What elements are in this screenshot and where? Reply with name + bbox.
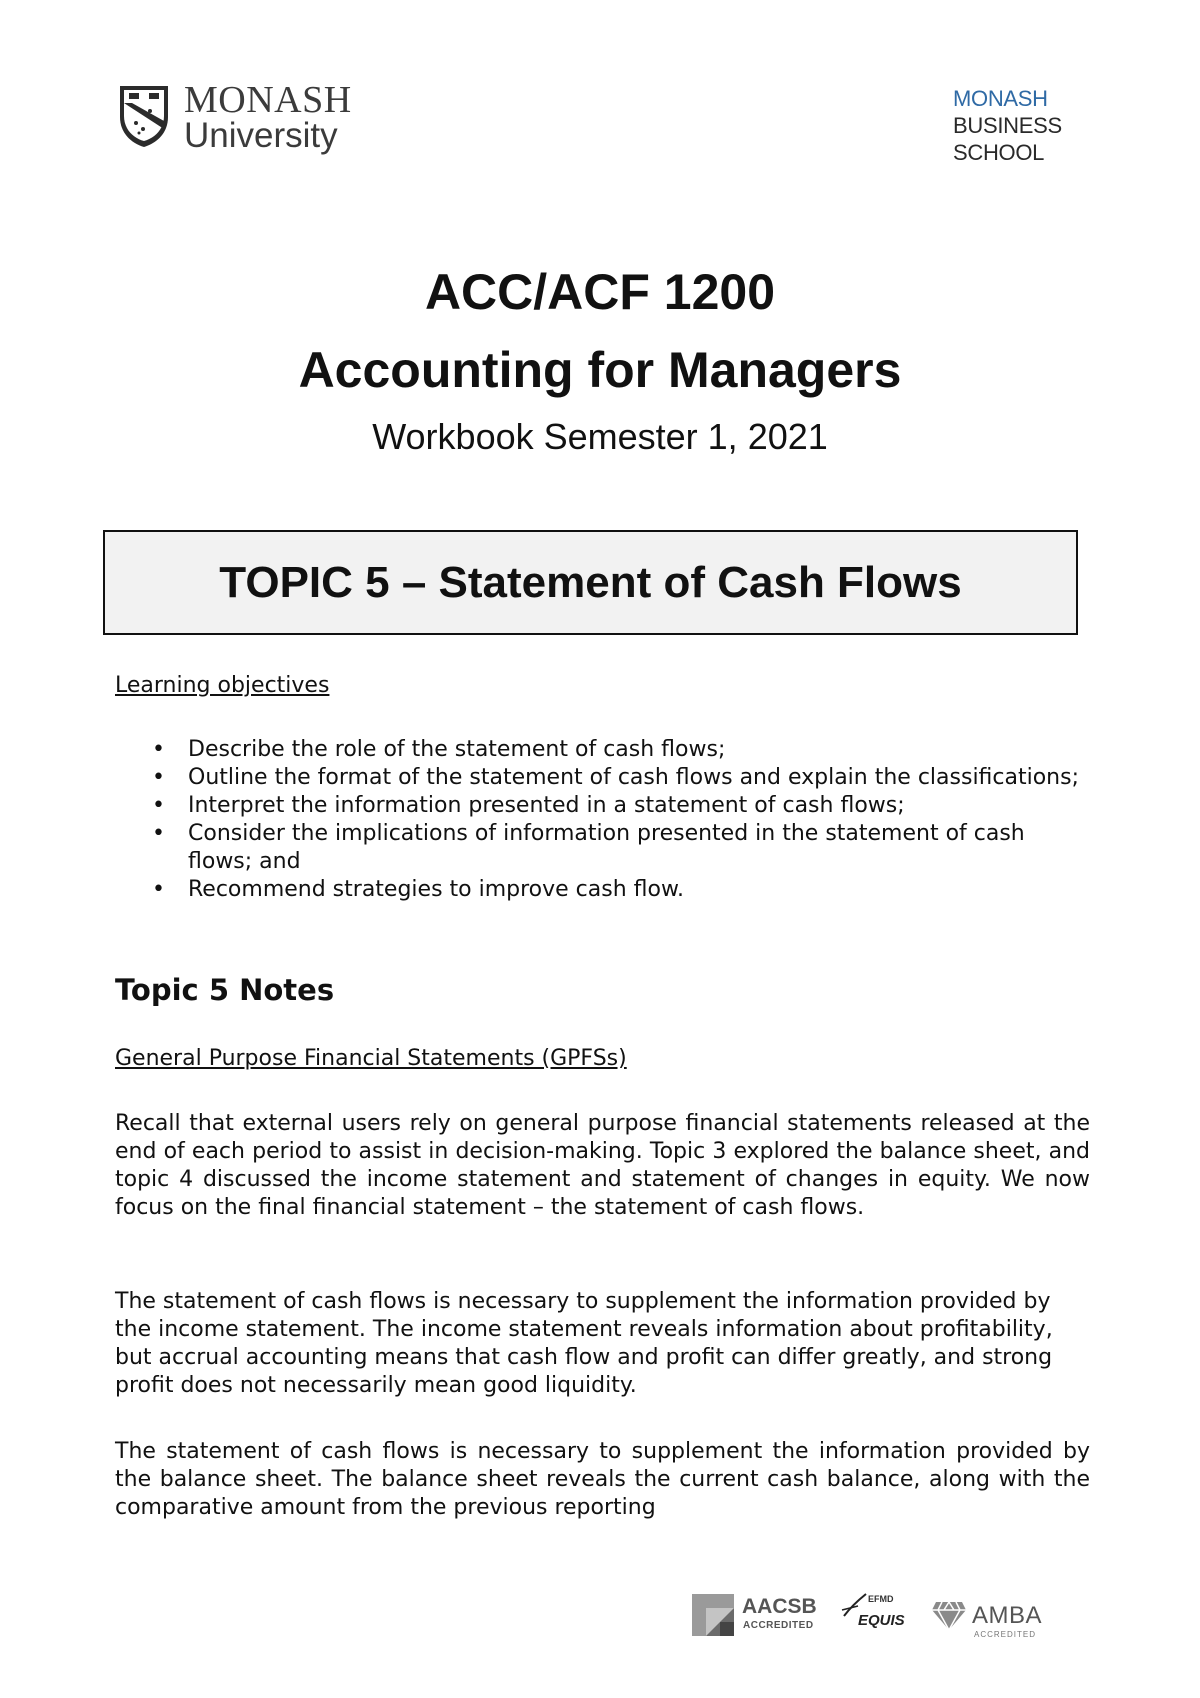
learning-objectives-list [140, 736, 1080, 904]
amba-logo [932, 1590, 1052, 1640]
aacsb-mark-icon [692, 1594, 734, 1636]
paragraph-gpfs-recall: Recall that external users rely on general purpose financial statements released at the end of each period to assist in decision-making. Topic 3 explored the balance sheet, and topic 4 discussed the income statement and statement of changes in equity. We now focus on the final financial statement – the statement of cash flows. [115, 1111, 1090, 1220]
topic-notes-heading: Topic 5 Notes [115, 973, 335, 1007]
topic-title: TOPIC 5 – Statement of Cash Flows [219, 558, 962, 607]
mbs-line-school: SCHOOL [953, 140, 1045, 165]
gpfs-subheading: General Purpose Financial Statements (GPFSs) [115, 1046, 627, 1071]
paragraph-income-statement: The statement of cash flows is necessary to supplement the information provided by the income statement. The income statement reveals information about profitability, but accrual accounting means that cash flow and profit can differ greatly, and strong profit does not necessarily mean good liquidity. [115, 1289, 1053, 1398]
mbs-line-monash: MONASH [953, 86, 1048, 111]
aacsb-name: AACSB [742, 1595, 817, 1618]
list-item: • Consider the implications of information presented in the statement of cash flows; and [140, 820, 1080, 876]
aacsb-accredited-label: ACCREDITED [743, 1620, 814, 1631]
learning-objectives-heading: Learning objectives [115, 673, 330, 698]
monash-wordmark: MONASH [184, 79, 352, 121]
efmd-label: EFMD [868, 1594, 894, 1604]
amba-accredited-label: ACCREDITED [974, 1630, 1037, 1639]
list-item: • Recommend strategies to improve cash flow. [140, 876, 1080, 904]
list-item: • Outline the format of the statement of cash flows and explain the classifications; [140, 764, 1080, 792]
monash-crest-icon [117, 83, 171, 149]
equis-logo [840, 1590, 915, 1640]
workbook-semester: Workbook Semester 1, 2021 [372, 416, 828, 457]
mbs-line-business: BUSINESS [953, 113, 1062, 138]
monash-business-school-logo [953, 85, 1093, 166]
monash-university-logo [112, 78, 372, 173]
topic-title-box [103, 530, 1078, 635]
aacsb-logo [690, 1592, 820, 1638]
equis-name: EQUIS [858, 1612, 905, 1629]
course-name: Accounting for Managers [298, 342, 902, 398]
list-item: • Describe the role of the statement of cash flows; [140, 736, 1080, 764]
paragraph-balance-sheet: The statement of cash flows is necessary to supplement the information provided by the balance sheet. The balance sheet reveals the current cash balance, along with the comparative amount from the previous reporting [115, 1439, 1090, 1520]
university-wordmark: University [184, 116, 338, 155]
course-code: ACC/ACF 1200 [424, 264, 776, 320]
accreditation-logos [690, 1590, 1090, 1640]
list-item: • Interpret the information presented in a statement of cash flows; [140, 792, 1080, 820]
amba-diamond-icon [932, 1600, 966, 1630]
amba-name: AMBA [972, 1602, 1043, 1629]
